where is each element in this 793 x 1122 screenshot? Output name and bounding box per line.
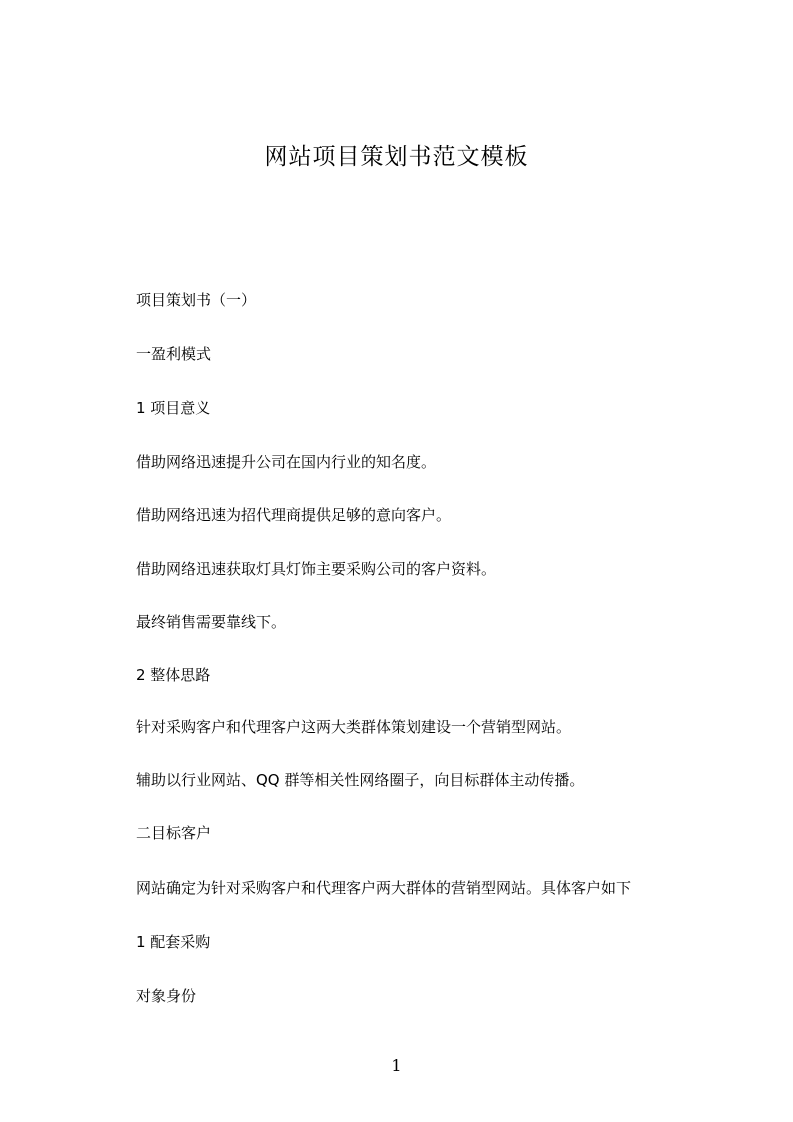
subsection-heading: 2 整体思路 (136, 666, 211, 684)
subsection-heading: 1 项目意义 (136, 399, 211, 417)
paragraph: 辅助以行业网站、QQ 群等相关性网络圈子，向目标群体主动传播。 (136, 771, 585, 789)
section-heading: 项目策划书（一） (136, 291, 257, 309)
paragraph: 对象身份 (136, 987, 197, 1005)
document-title: 网站项目策划书范文模板 (264, 144, 529, 170)
subsection-heading: 1 配套采购 (136, 933, 211, 951)
section-heading: 一盈利模式 (136, 345, 212, 363)
page-number: 1 (391, 1056, 402, 1075)
section-heading: 二目标客户 (136, 824, 212, 842)
paragraph: 最终销售需要靠线下。 (136, 613, 287, 631)
paragraph: 借助网络迅速获取灯具灯饰主要采购公司的客户资料。 (136, 560, 497, 578)
paragraph: 借助网络迅速提升公司在国内行业的知名度。 (136, 453, 437, 471)
paragraph: 网站确定为针对采购客户和代理客户两大群体的营销型网站。具体客户如下 (136, 879, 632, 897)
paragraph: 针对采购客户和代理客户这两大类群体策划建设一个营销型网站。 (136, 718, 572, 736)
paragraph: 借助网络迅速为招代理商提供足够的意向客户。 (136, 506, 452, 524)
